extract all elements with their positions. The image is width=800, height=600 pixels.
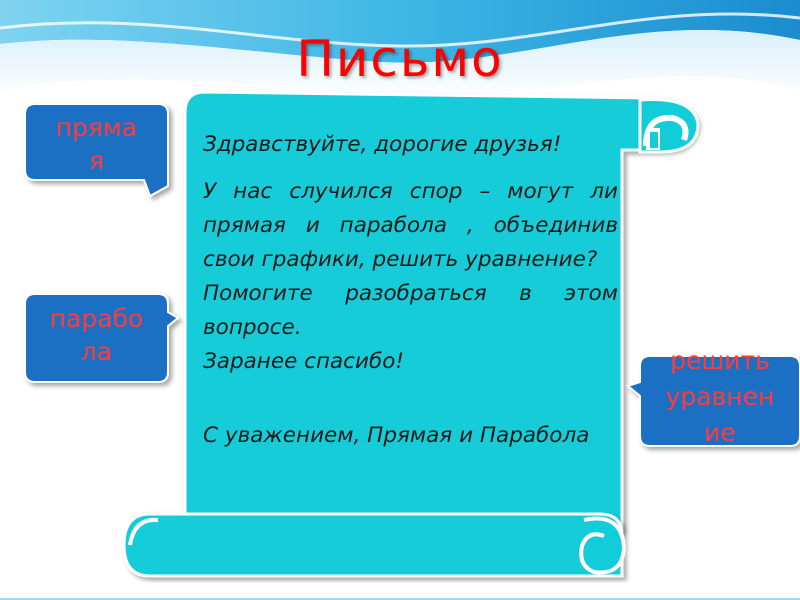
letter-greeting: Здравствуйте, дорогие друзья! [203,132,562,157]
label-parabola-part1: парабо [49,304,144,333]
letter-closing: С уважением, Прямая и Парабола [203,423,590,448]
label-line [25,111,168,177]
label-line-part1: пряма [55,113,138,142]
label-solve [640,343,800,451]
label-parabola-part2: ла [80,337,113,366]
slide-title: Письмо [296,30,504,88]
label-parabola [25,302,168,368]
label-solve-part1: решить [670,346,770,375]
label-solve-part3: ие [704,418,736,447]
label-line-part2: я [88,146,105,175]
letter-body-thanks: Заранее спасибо! [203,349,405,374]
letter-body-question: У нас случился спор – могут ли прямая и парабола , объединив свои графики, решить уравнение? [203,179,618,272]
letter-body-request: Помогите разобраться в этом вопросе. [203,281,618,340]
scroll-bottom-roll [124,514,622,576]
label-solve-part2: уравнен [665,382,775,411]
letter-text [203,128,618,453]
scroll-top-curl [640,100,698,153]
